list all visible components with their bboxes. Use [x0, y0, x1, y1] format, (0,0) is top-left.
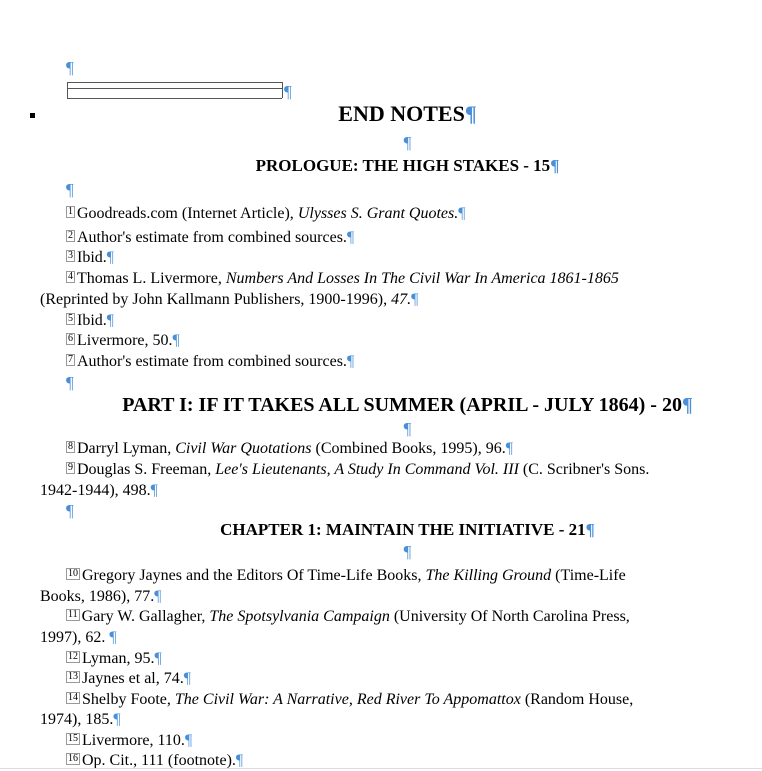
endnote-text: Author's estimate from combined sources. — [77, 353, 347, 370]
endnote-number: 14 — [68, 692, 78, 703]
paragraph-mark: ¶ — [183, 670, 191, 687]
endnote-number: 12 — [68, 651, 78, 662]
endnote-title: The Civil War: A Narrative, Red River To Appomattox — [174, 691, 521, 708]
section-heading-prologue — [40, 156, 762, 176]
paragraph-mark: ¶ — [106, 312, 115, 329]
endnote-text: 1997), 62. — [40, 629, 110, 646]
paragraph-mark: ¶ — [505, 440, 513, 457]
endnote-text: Books, 1986), 77. — [40, 588, 155, 605]
endnote-title: The Killing Ground — [425, 567, 552, 584]
endnote-number: 8 — [68, 441, 73, 452]
endnote-11 — [66, 607, 630, 627]
section-heading-text: CHAPTER 1: MAINTAIN THE INITIATIVE - 21 — [220, 520, 586, 539]
endnote-6 — [66, 331, 180, 351]
section-heading-text: PART I: IF IT TAKES ALL SUMMER (APRIL - JULY 1864) - 20 — [122, 394, 682, 416]
endnote-text: Gary W. Gallagher, — [81, 608, 210, 625]
paragraph-mark: ¶ — [411, 291, 419, 308]
endnote-text: 1942-1944), 498. — [40, 482, 151, 499]
empty-paragraph-mark: ¶ — [403, 133, 412, 152]
paragraph-mark: ¶ — [458, 205, 466, 222]
endnote-number: 1 — [68, 206, 73, 217]
paragraph-mark: ¶ — [235, 752, 244, 769]
empty-paragraph-mark: ¶ — [66, 373, 74, 392]
endnote-title: The Spotsylvania Campaign — [209, 608, 390, 625]
endnote-number: 7 — [68, 354, 73, 365]
paragraph-mark: ¶ — [113, 711, 121, 728]
paragraph-mark: ¶ — [154, 588, 162, 605]
endnote-number: 16 — [68, 753, 78, 764]
endnote-text: (Combined Books, 1995), 96. — [311, 440, 506, 457]
endnote-text: Author's estimate from combined sources. — [77, 229, 347, 246]
separator-paragraph-mark: ¶ — [284, 82, 292, 101]
separator-frame — [67, 82, 68, 98]
endnote-text: Livermore, 50. — [77, 332, 173, 349]
empty-paragraph-mark: ¶ — [403, 542, 412, 561]
empty-paragraph-mark: ¶ — [66, 58, 74, 77]
endnote-number: 5 — [68, 313, 73, 324]
paragraph-mark: ¶ — [150, 482, 158, 499]
endnote-text: Ibid. — [77, 312, 107, 329]
endnote-number: 2 — [68, 230, 73, 241]
endnote-text: Goodreads.com (Internet Article), — [77, 205, 298, 222]
section-heading-chapter1 — [40, 520, 762, 540]
endnote-10-continued — [40, 587, 161, 607]
endnote-number: 3 — [68, 250, 73, 261]
endnote-title: Ulysses S. Grant Quotes. — [297, 205, 459, 222]
endnote-4 — [66, 269, 619, 289]
endnote-title: Civil War Quotations — [175, 440, 312, 457]
endnote-11-continued — [40, 628, 117, 648]
paragraph-mark: ¶ — [184, 732, 193, 749]
empty-paragraph-mark: ¶ — [403, 419, 412, 438]
endnote-14-continued — [40, 710, 121, 730]
paragraph-mark: ¶ — [172, 332, 180, 349]
paragraph-mark: ¶ — [109, 629, 117, 646]
separator-line — [67, 98, 282, 99]
separator-frame — [282, 82, 283, 98]
endnote-title: Numbers And Losses In The Civil War In America 1861-1865 — [225, 270, 619, 287]
endnote-text: 1974), 185. — [40, 711, 114, 728]
endnote-9-continued — [40, 481, 158, 501]
separator-line — [67, 82, 282, 83]
endnote-text: Shelby Foote, — [82, 691, 175, 708]
endnote-number: 6 — [68, 333, 73, 344]
endnote-15 — [66, 731, 192, 751]
section-heading-text: PROLOGUE: THE HIGH STAKES - 15 — [255, 156, 551, 175]
endnote-page: 47. — [391, 291, 412, 308]
endnote-text: Op. Cit., 111 (footnote). — [82, 752, 236, 769]
endnote-text: Douglas S. Freeman, — [77, 461, 216, 478]
endnote-text: Thomas L. Livermore, — [77, 270, 226, 287]
endnote-14 — [66, 690, 633, 710]
endnote-12 — [66, 649, 162, 669]
section-heading-part1 — [40, 394, 762, 417]
endnote-text: (Time-Life — [551, 567, 626, 584]
page-edge — [0, 768, 762, 769]
endnote-text: Ibid. — [77, 249, 107, 266]
endnote-text: Livermore, 110. — [82, 732, 185, 749]
endnote-10 — [66, 566, 626, 586]
endnote-text: (Random House, — [520, 691, 634, 708]
endnote-5 — [66, 311, 114, 331]
endnote-number: 11 — [68, 609, 78, 620]
paragraph-mark: ¶ — [346, 353, 355, 370]
endnote-title: Lee's Lieutenants, A Study In Command Vol. III — [215, 461, 519, 478]
endnote-1 — [66, 204, 466, 224]
paragraph-mark: ¶ — [106, 249, 115, 266]
separator-line — [67, 88, 282, 89]
endnote-3 — [66, 248, 114, 268]
endnote-8 — [66, 439, 513, 459]
paragraph-mark: ¶ — [154, 650, 162, 667]
endnote-9 — [66, 460, 649, 480]
paragraph-bullet — [30, 113, 35, 118]
paragraph-mark: ¶ — [346, 229, 355, 246]
endnote-text: Jaynes et al, 74. — [82, 670, 184, 687]
endnote-text: (C. Scribner's Sons. — [518, 461, 650, 478]
endnote-number: 4 — [68, 271, 73, 282]
page-title — [40, 101, 762, 127]
page-title-text: END NOTES — [338, 101, 465, 126]
empty-paragraph-mark: ¶ — [66, 180, 74, 199]
endnote-text: Lyman, 95. — [82, 650, 155, 667]
endnote-4-continued — [40, 290, 418, 310]
endnote-2 — [66, 228, 354, 248]
endnote-text: (Reprinted by John Kallmann Publishers, 1900-1996), — [40, 291, 392, 308]
paragraph-mark: ¶ — [681, 394, 693, 416]
endnote-number: 13 — [68, 671, 78, 682]
endnote-number: 9 — [68, 462, 73, 473]
endnote-number: 10 — [68, 568, 78, 579]
endnote-7 — [66, 352, 354, 372]
empty-paragraph-mark: ¶ — [66, 501, 74, 520]
title-paragraph-mark: ¶ — [464, 101, 477, 126]
paragraph-mark: ¶ — [550, 156, 560, 175]
endnote-text: (University Of North Carolina Press, — [389, 608, 630, 625]
endnote-text: Gregory Jaynes and the Editors Of Time-Life Books, — [82, 567, 426, 584]
endnote-number: 15 — [68, 733, 78, 744]
endnote-text: Darryl Lyman, — [77, 440, 176, 457]
paragraph-mark: ¶ — [585, 520, 595, 539]
endnote-13 — [66, 669, 191, 689]
